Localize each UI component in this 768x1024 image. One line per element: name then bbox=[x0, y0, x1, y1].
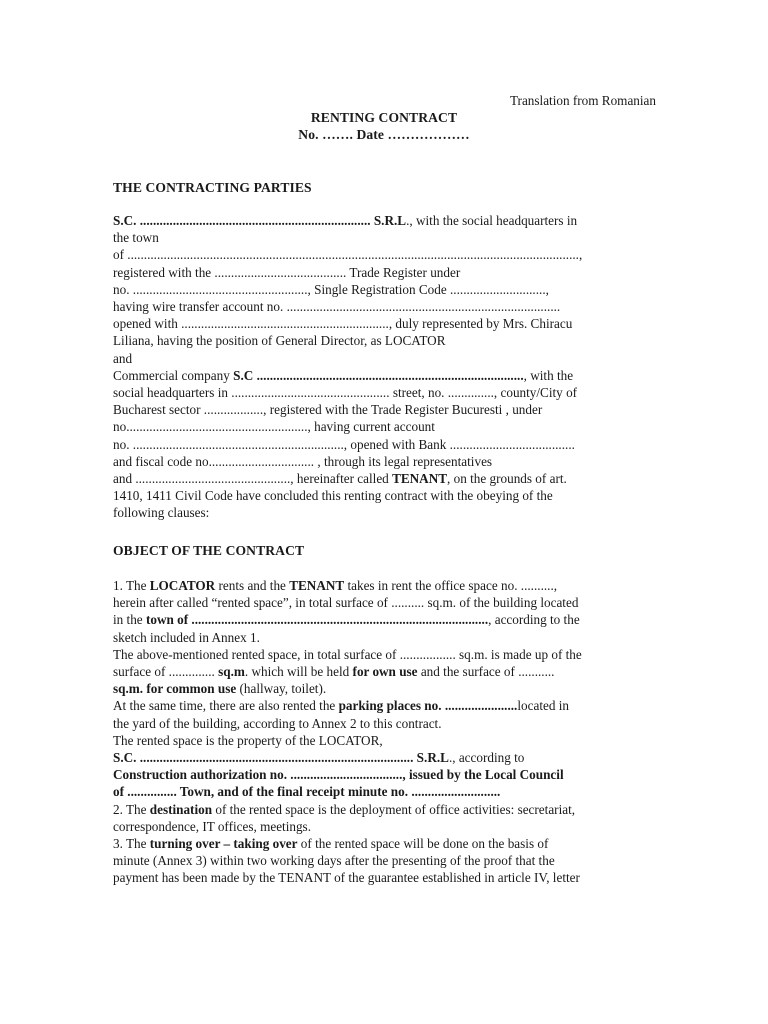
parties-text-run: no. ................................................................, opened with Bank ...................................... bbox=[113, 436, 575, 452]
object-text-run: ., according to bbox=[448, 750, 525, 765]
object-text-run: At the same time, there are also rented the bbox=[113, 698, 339, 714]
parties-text-run: TENANT bbox=[392, 471, 448, 486]
object-text-run: (hallway, toilet). bbox=[236, 681, 327, 697]
object-line bbox=[113, 611, 580, 628]
parties-line bbox=[113, 453, 492, 470]
parties-text-run: having wire transfer account no. ................................................................................... bbox=[113, 299, 561, 314]
parties-text-run: and bbox=[113, 350, 133, 366]
object-text-run: destination bbox=[149, 801, 213, 817]
parties-line bbox=[113, 264, 460, 281]
parties-text-run: 1410, 1411 Civil Code have concluded this renting contract with the obeying of the bbox=[113, 488, 553, 504]
object-text-run: surface of .............. bbox=[113, 664, 219, 679]
object-line bbox=[113, 715, 442, 732]
parties-line bbox=[113, 470, 567, 487]
section-heading-parties: THE CONTRACTING PARTIES bbox=[113, 180, 312, 195]
object-text-run: takes in rent the office space no. .........., bbox=[344, 578, 558, 593]
parties-text-run: Commercial company bbox=[113, 367, 234, 383]
object-line bbox=[113, 629, 260, 646]
object-text-run: of ............... Town, and of the final receipt minute no. ........................... bbox=[113, 784, 501, 800]
object-text-run: herein after called “rented space”, in total surface of .......... sq.m. of the building located bbox=[113, 595, 579, 611]
object-text-run: payment has been made by the TENANT of the guarantee established in article IV, letter bbox=[113, 870, 580, 886]
object-line bbox=[113, 697, 569, 714]
object-text-run: sq.m. for common use bbox=[113, 681, 237, 697]
object-text-run: 3. The bbox=[113, 836, 150, 851]
object-text-run: LOCATOR bbox=[149, 578, 216, 593]
parties-line bbox=[113, 246, 582, 263]
object-line bbox=[113, 818, 311, 835]
parties-line bbox=[113, 436, 575, 453]
object-text-run: . which will be held bbox=[244, 664, 353, 679]
object-text-run: parking places no. ...................... bbox=[338, 698, 518, 714]
object-text-run: TENANT bbox=[289, 578, 345, 593]
parties-line bbox=[113, 487, 553, 504]
parties-text-run: of ........................................................................................................................................., bbox=[113, 247, 583, 263]
object-text-run: correspondence, IT offices, meetings. bbox=[113, 818, 311, 834]
parties-text-run: opened with ..............................................................., duly represented by Mrs. Chiracu bbox=[113, 316, 573, 332]
object-text-run: town of .......................................................................................... bbox=[145, 612, 489, 628]
parties-text-run: the town bbox=[113, 230, 159, 246]
parties-line bbox=[113, 281, 549, 298]
object-text-run: Construction authorization no. .................................., issued by the Local Council bbox=[113, 767, 564, 783]
object-text-run: minute (Annex 3) within two working days after the presenting of the proof that the bbox=[113, 853, 555, 869]
object-line bbox=[113, 801, 575, 818]
parties-text-run: , with the bbox=[523, 367, 574, 383]
parties-line bbox=[113, 332, 446, 349]
parties-text-run: ., with the social headquarters in bbox=[406, 213, 578, 228]
parties-text-run: S.C ................................................................................. bbox=[233, 367, 524, 383]
object-line bbox=[113, 852, 555, 869]
parties-text-run: no. ....................................................., Single Registration Code ............................., bbox=[113, 281, 549, 297]
parties-text-run: Bucharest sector .................., registered with the Trade Register Bucuresti , under bbox=[113, 402, 543, 418]
object-line bbox=[113, 680, 326, 697]
parties-line bbox=[113, 401, 542, 418]
object-text-run: and the surface of ........... bbox=[417, 664, 555, 679]
object-text-run: of the rented space is the deployment of office activities: secretariat, bbox=[212, 801, 576, 817]
object-text-run: S.C. ................................................................................... S.R.L bbox=[113, 750, 449, 765]
parties-text-run: , on the grounds of art. bbox=[447, 471, 567, 486]
object-text-run: turning over – taking over bbox=[149, 836, 298, 851]
parties-line bbox=[113, 367, 573, 384]
object-text-run: for own use bbox=[352, 664, 418, 679]
parties-line bbox=[113, 229, 159, 246]
object-text-run: rents and the bbox=[215, 578, 290, 593]
object-text-run: sq.m bbox=[218, 664, 245, 679]
object-text-run: The above-mentioned rented space, in total surface of ................. sq.m. is made up of the bbox=[113, 646, 582, 662]
object-line bbox=[113, 749, 524, 766]
object-text-run: in the bbox=[113, 612, 146, 628]
parties-text-run: and fiscal code no................................ , through its legal representatives bbox=[113, 453, 493, 469]
object-line bbox=[113, 732, 383, 749]
object-text-run: The rented space is the property of the LOCATOR, bbox=[113, 732, 383, 748]
object-line bbox=[113, 766, 564, 783]
parties-line bbox=[113, 418, 435, 435]
parties-line bbox=[113, 504, 209, 521]
parties-line bbox=[113, 315, 572, 332]
document-title: RENTING CONTRACT bbox=[310, 110, 458, 125]
parties-line bbox=[113, 350, 132, 367]
object-text-run: of the rented space will be done on the basis of bbox=[297, 836, 549, 851]
object-text-run: , according to the bbox=[488, 612, 580, 628]
object-line bbox=[113, 577, 557, 594]
parties-text-run: Liliana, having the position of General Director, as LOCATOR bbox=[113, 333, 446, 349]
section-heading-object: OBJECT OF THE CONTRACT bbox=[113, 543, 305, 558]
object-text-run: the yard of the building, according to Annex 2 to this contract. bbox=[113, 715, 442, 731]
object-text-run: 1. The bbox=[113, 578, 150, 593]
object-line bbox=[113, 594, 578, 611]
object-text-run: sketch included in Annex 1. bbox=[113, 629, 260, 645]
parties-line bbox=[113, 298, 560, 315]
object-line bbox=[113, 663, 554, 680]
translation-note: Translation from Romanian bbox=[509, 93, 656, 108]
parties-text-run: and ..............................................., hereinafter called bbox=[113, 471, 393, 486]
object-line bbox=[113, 646, 582, 663]
parties-line bbox=[113, 212, 577, 229]
parties-text-run: no......................................................., having current account bbox=[113, 419, 435, 435]
parties-text-run: social headquarters in ................................................ street, no. .............., county/City of bbox=[113, 385, 578, 400]
parties-line bbox=[113, 384, 577, 401]
object-line bbox=[113, 783, 500, 800]
object-text-run: 2. The bbox=[113, 801, 150, 817]
parties-text-run: following clauses: bbox=[113, 505, 210, 521]
parties-text-run: S.R.L bbox=[370, 213, 407, 228]
object-text-run: located in bbox=[517, 698, 569, 714]
parties-text-run: registered with the ........................................ Trade Register under bbox=[113, 264, 461, 280]
object-line bbox=[113, 835, 548, 852]
number-date-line: No. ……. Date ……………… bbox=[298, 127, 470, 142]
parties-text-run: S.C. bbox=[113, 213, 140, 228]
object-line bbox=[113, 869, 580, 886]
parties-text-run: ...................................................................... bbox=[139, 213, 371, 228]
